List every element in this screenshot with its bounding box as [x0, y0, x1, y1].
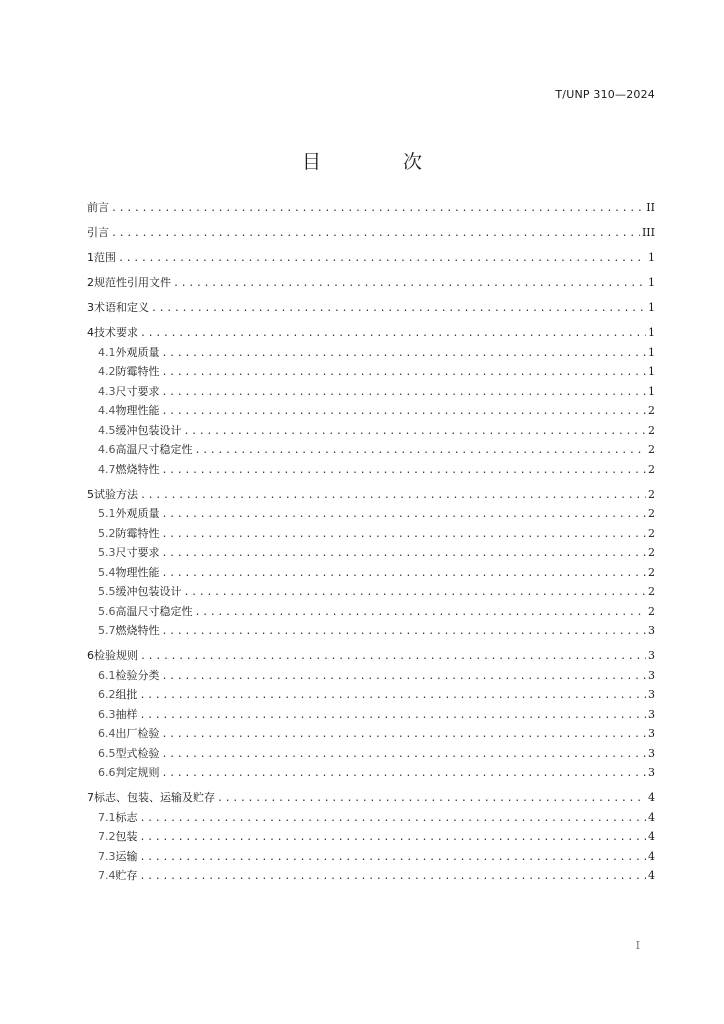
toc-entry-page: II [646, 201, 655, 214]
toc-entry-number: 4.1 [98, 345, 116, 359]
toc-entry-number: 7.1 [98, 810, 116, 824]
toc-entry[interactable] [87, 667, 655, 687]
toc-entry[interactable] [87, 764, 655, 784]
toc-entry-page: 1 [648, 345, 655, 359]
toc-entry-page: 3 [648, 624, 655, 637]
toc-entry-number: 4.2 [98, 365, 116, 378]
toc-entry-page: 2 [648, 462, 655, 476]
toc-entry-page: 4 [648, 791, 655, 804]
toc-entry-number: 6.6 [98, 766, 116, 779]
toc-entry-label: 燃烧特性 [115, 462, 160, 476]
toc-entry-number: 7.3 [98, 849, 116, 863]
toc-entry-number: 1 [87, 251, 94, 264]
toc-entry-label: 缓冲包装设计 [115, 423, 182, 437]
toc-entry[interactable] [87, 486, 655, 506]
table-of-contents [87, 199, 655, 887]
toc-entry[interactable] [87, 828, 655, 848]
toc-entry-label: 物理性能 [115, 565, 160, 579]
toc-entry-number: 2 [87, 276, 94, 289]
toc-entry[interactable] [87, 299, 655, 319]
toc-entry-label: 防霉特性 [115, 526, 160, 540]
toc-leader-dots [162, 623, 647, 642]
toc-entry-label: 规范性引用文件 [94, 276, 171, 289]
toc-entry-number: 4.3 [98, 384, 116, 398]
toc-leader-dots [195, 604, 647, 623]
toc-entry[interactable] [87, 363, 655, 383]
toc-entry-label: 包装 [115, 830, 138, 843]
toc-entry-label: 标志 [115, 810, 138, 824]
toc-entry[interactable] [87, 274, 655, 294]
toc-entry-label: 检验分类 [115, 668, 160, 682]
toc-leader-dots [162, 545, 647, 564]
toc-entry-label: 尺寸要求 [115, 546, 160, 559]
toc-entry-label: 燃烧特性 [115, 624, 160, 637]
toc-entry-label: 外观质量 [115, 345, 160, 359]
toc-entry[interactable] [87, 383, 655, 403]
toc-entry[interactable] [87, 224, 655, 244]
toc-entry-number: 4 [87, 326, 94, 339]
toc-entry-number: 7.2 [98, 830, 116, 843]
toc-leader-dots [140, 707, 647, 726]
toc-entry[interactable] [87, 583, 655, 603]
toc-leader-dots [162, 364, 647, 383]
toc-leader-dots [162, 403, 647, 422]
standard-code: T/UNP 310—2024 [555, 88, 655, 101]
toc-entry-number: 6.1 [98, 668, 116, 682]
toc-entry-number: 5.4 [98, 565, 116, 579]
toc-entry-page: 1 [648, 276, 655, 289]
toc-entry-page: 1 [648, 251, 655, 264]
toc-entry-number: 6.2 [98, 688, 116, 701]
toc-leader-dots [162, 765, 647, 784]
toc-entry-page: 4 [648, 869, 655, 882]
toc-leader-dots [111, 200, 644, 219]
toc-leader-dots [162, 668, 647, 687]
toc-entry-label: 缓冲包装设计 [115, 585, 182, 598]
toc-entry-number: 7.4 [98, 869, 116, 882]
toc-entry[interactable] [87, 622, 655, 642]
toc-entry-number: 5 [87, 487, 94, 501]
toc-leader-dots [162, 526, 647, 545]
toc-entry[interactable] [87, 706, 655, 726]
toc-entry[interactable] [87, 441, 655, 461]
toc-entry-label: 型式检验 [115, 746, 160, 760]
toc-entry-page: 2 [648, 526, 655, 540]
toc-entry[interactable] [87, 249, 655, 269]
toc-leader-dots [140, 829, 647, 848]
toc-entry-page: 3 [648, 688, 655, 701]
toc-entry-page: 3 [648, 746, 655, 760]
toc-entry-page: 2 [648, 507, 655, 520]
toc-entry-number: 4.6 [98, 443, 116, 456]
toc-leader-dots [217, 790, 646, 809]
toc-entry-label: 试验方法 [94, 487, 138, 501]
toc-entry-label: 外观质量 [115, 507, 160, 520]
toc-entry-label: 术语和定义 [94, 301, 149, 314]
toc-leader-dots [151, 300, 646, 319]
toc-entry-label: 前言 [87, 201, 109, 214]
toc-entry-page: 2 [648, 443, 655, 456]
toc-entry[interactable] [87, 745, 655, 765]
toc-entry-label: 抽样 [115, 707, 138, 721]
toc-entry-page: 1 [648, 365, 655, 378]
toc-leader-dots [140, 325, 646, 344]
toc-entry-number: 6.4 [98, 727, 116, 740]
toc-entry-number: 6 [87, 649, 94, 662]
page-number: I [635, 939, 640, 952]
toc-entry-label: 引言 [87, 226, 109, 239]
toc-leader-dots [162, 345, 647, 364]
toc-entry-number: 6.3 [98, 707, 116, 721]
toc-leader-dots [162, 746, 647, 765]
toc-entry[interactable] [87, 505, 655, 525]
toc-entry-label: 出厂检验 [115, 727, 160, 740]
toc-entry-page: 2 [648, 487, 655, 501]
toc-entry-label: 贮存 [115, 869, 138, 882]
toc-leader-dots [118, 250, 646, 269]
toc-leader-dots [140, 648, 646, 667]
toc-leader-dots [162, 506, 647, 525]
toc-entry-page: III [641, 226, 655, 239]
toc-entry[interactable] [87, 603, 655, 623]
toc-entry-number: 5.7 [98, 624, 116, 637]
toc-entry-page: 2 [648, 423, 655, 437]
toc-entry[interactable] [87, 525, 655, 545]
toc-entry-page: 3 [648, 727, 655, 740]
toc-leader-dots [140, 810, 647, 829]
toc-entry-label: 尺寸要求 [115, 384, 160, 398]
toc-entry-page: 4 [648, 810, 655, 824]
page-title: 目 次 [301, 151, 461, 173]
toc-entry[interactable] [87, 686, 655, 706]
toc-entry-label: 技术要求 [94, 326, 138, 339]
toc-leader-dots [111, 225, 640, 244]
toc-entry-label: 范围 [94, 251, 116, 264]
toc-entry-page: 3 [648, 668, 655, 682]
toc-entry[interactable] [87, 324, 655, 344]
toc-leader-dots [173, 275, 646, 294]
toc-entry-page: 1 [648, 384, 655, 398]
toc-entry-number: 4.4 [98, 404, 116, 417]
toc-entry-page: 1 [648, 326, 655, 339]
toc-entry-label: 高温尺寸稳定性 [115, 443, 193, 456]
toc-entry-page: 2 [648, 585, 655, 598]
toc-entry-label: 检验规则 [94, 649, 138, 662]
toc-entry-label: 组批 [115, 688, 138, 701]
toc-leader-dots [184, 584, 647, 603]
toc-leader-dots [195, 442, 647, 461]
toc-entry[interactable] [87, 848, 655, 868]
toc-leader-dots [162, 565, 647, 584]
toc-entry[interactable] [87, 564, 655, 584]
toc-entry-number: 7 [87, 791, 94, 804]
toc-entry-number: 5.1 [98, 507, 116, 520]
toc-entry-page: 4 [648, 830, 655, 843]
toc-entry-number: 5.2 [98, 526, 116, 540]
toc-entry-number: 5.6 [98, 604, 116, 618]
toc-leader-dots [140, 849, 647, 868]
toc-entry-page: 3 [648, 649, 655, 662]
toc-leader-dots [140, 487, 646, 506]
toc-entry-page: 3 [648, 707, 655, 721]
toc-entry-label: 物理性能 [115, 404, 160, 417]
toc-entry-number: 4.5 [98, 423, 116, 437]
toc-leader-dots [140, 687, 647, 706]
toc-entry-label: 高温尺寸稳定性 [115, 604, 193, 618]
toc-entry[interactable] [87, 422, 655, 442]
toc-leader-dots [140, 868, 647, 887]
toc-entry[interactable] [87, 402, 655, 422]
toc-entry-label: 判定规则 [115, 766, 160, 779]
toc-entry-page: 2 [648, 565, 655, 579]
toc-entry[interactable] [87, 809, 655, 829]
toc-entry-label: 标志、包装、运输及贮存 [94, 791, 215, 804]
toc-entry[interactable] [87, 461, 655, 481]
toc-entry[interactable] [87, 344, 655, 364]
toc-entry-page: 2 [648, 404, 655, 417]
toc-entry-label: 防霉特性 [115, 365, 160, 378]
toc-entry[interactable] [87, 789, 655, 809]
toc-entry-page: 1 [648, 301, 655, 314]
toc-entry-number: 3 [87, 301, 94, 314]
toc-entry[interactable] [87, 725, 655, 745]
toc-entry[interactable] [87, 199, 655, 219]
toc-entry-label: 运输 [115, 849, 138, 863]
toc-entry-page: 4 [648, 849, 655, 863]
toc-leader-dots [162, 384, 647, 403]
toc-entry-number: 4.7 [98, 462, 116, 476]
toc-entry[interactable] [87, 647, 655, 667]
toc-entry[interactable] [87, 867, 655, 887]
toc-entry-page: 3 [648, 766, 655, 779]
toc-entry[interactable] [87, 544, 655, 564]
toc-entry-page: 2 [648, 546, 655, 559]
toc-entry-number: 5.5 [98, 585, 116, 598]
toc-entry-number: 6.5 [98, 746, 116, 760]
toc-leader-dots [162, 462, 647, 481]
toc-entry-number: 5.3 [98, 546, 116, 559]
toc-entry-page: 2 [648, 604, 655, 618]
toc-leader-dots [162, 726, 647, 745]
toc-leader-dots [184, 423, 647, 442]
